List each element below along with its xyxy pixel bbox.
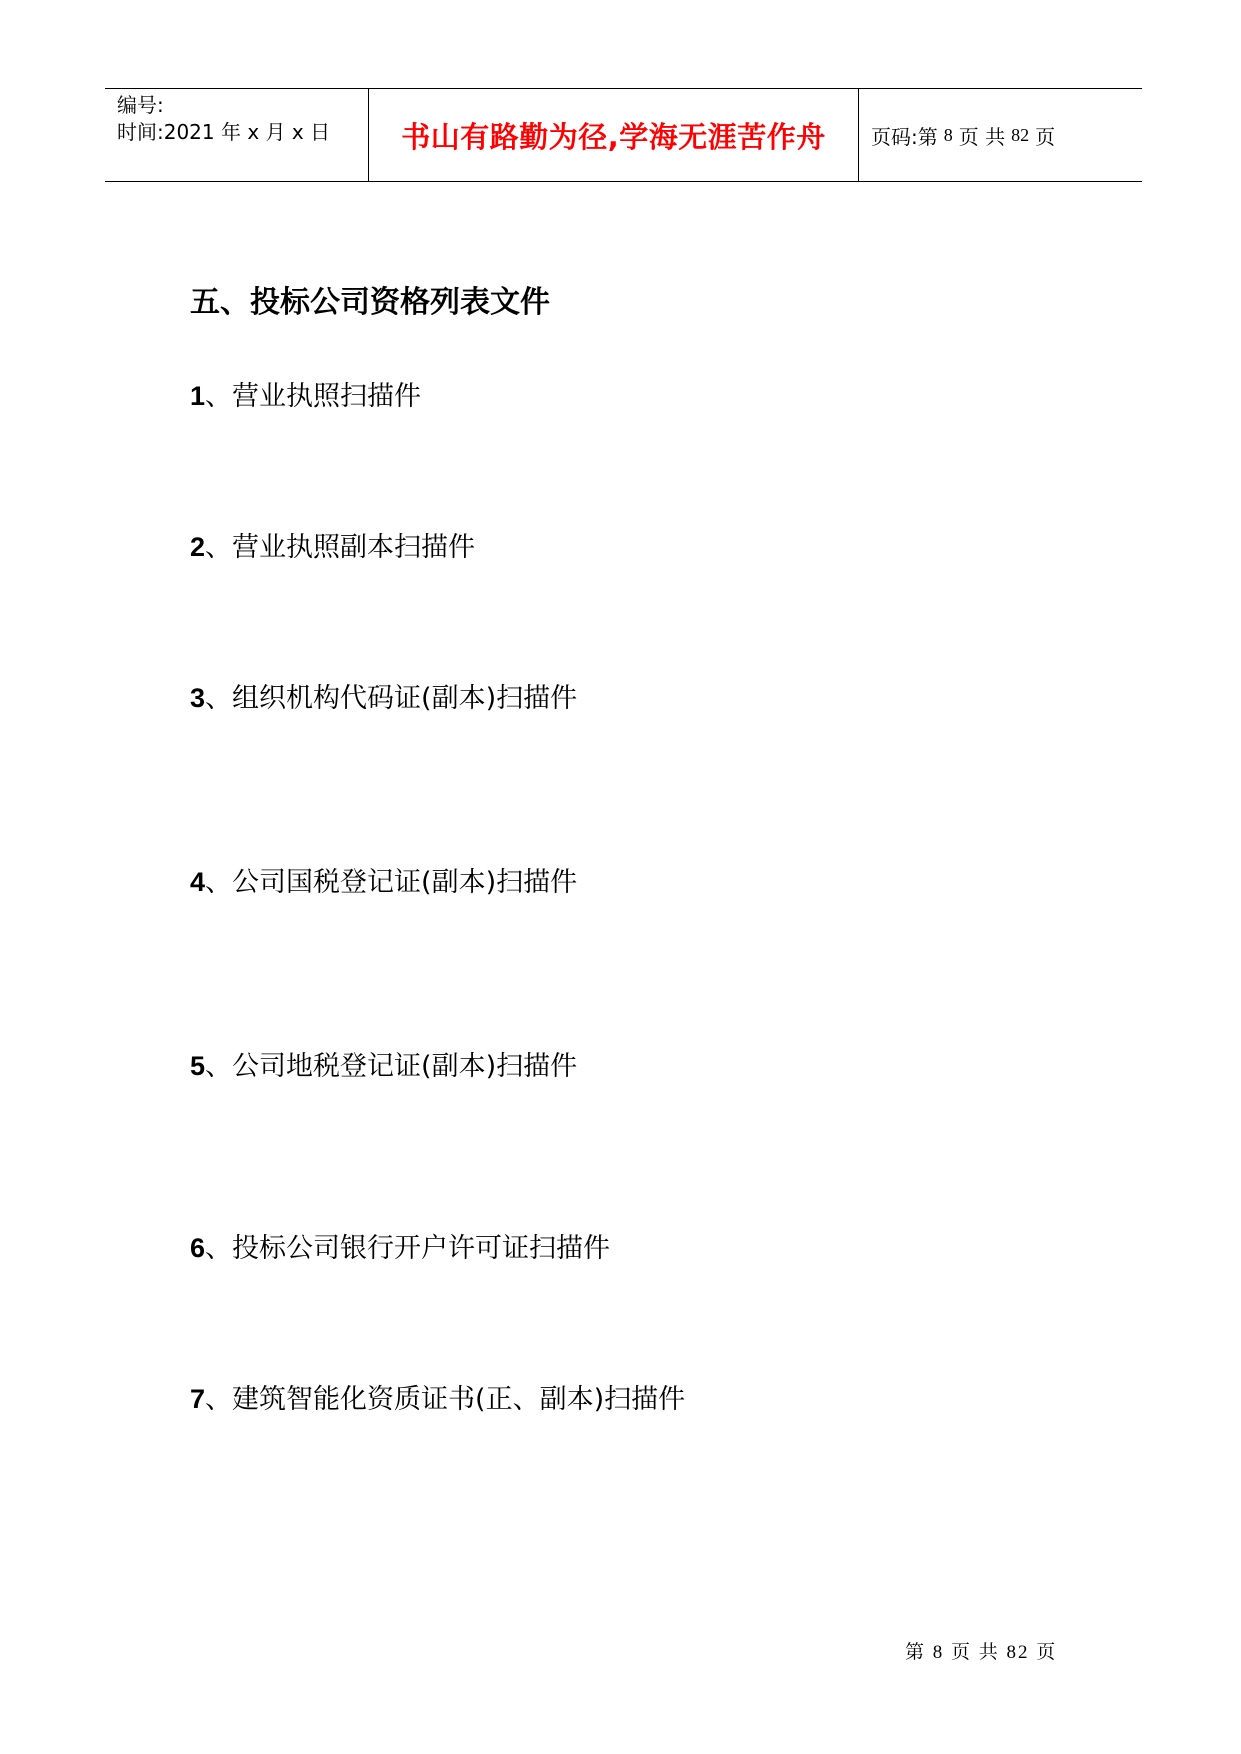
page-total: 82 [1011,124,1030,145]
list-item [190,1381,685,1418]
header-meta [105,89,369,181]
item-text: 、营业执照扫描件 [205,381,422,412]
page-prefix: 页码:第 [871,124,938,149]
item-number: 3 [190,683,206,713]
header-page-info [859,89,1142,181]
item-text: 、投标公司银行开户许可证扫描件 [205,1233,611,1264]
list-item [190,1048,577,1085]
item-text: 、建筑智能化资质证书(正、副本)扫描件 [205,1384,686,1415]
item-text: 、组织机构代码证(副本)扫描件 [205,683,578,714]
page-middle: 页 共 [958,124,1006,149]
item-text: 、公司国税登记证(副本)扫描件 [205,867,578,898]
item-number: 2 [190,532,206,562]
list-item [190,378,421,415]
list-item [190,864,577,901]
page-footer: 第 8 页 共 82 页 [905,1642,1058,1663]
list-item [190,680,577,717]
list-item [190,1230,610,1267]
item-number: 6 [190,1233,206,1263]
item-number: 4 [190,867,206,897]
document-header [105,88,1142,182]
section-title: 五、投标公司资格列表文件 [190,285,550,320]
header-motto: 书山有路勤为径,学海无涯苦作舟 [369,89,859,181]
item-number: 5 [190,1051,206,1081]
item-text: 、营业执照副本扫描件 [205,532,476,563]
document-time-label: 时间:2021 年 x 月 x 日 [117,120,331,144]
list-item [190,529,475,566]
page-suffix: 页 [1035,124,1056,149]
item-number: 1 [190,381,206,411]
item-text: 、公司地税登记证(副本)扫描件 [205,1051,578,1082]
page-current: 8 [943,124,953,145]
document-number-label: 编号: [117,93,164,117]
item-number: 7 [190,1384,206,1414]
